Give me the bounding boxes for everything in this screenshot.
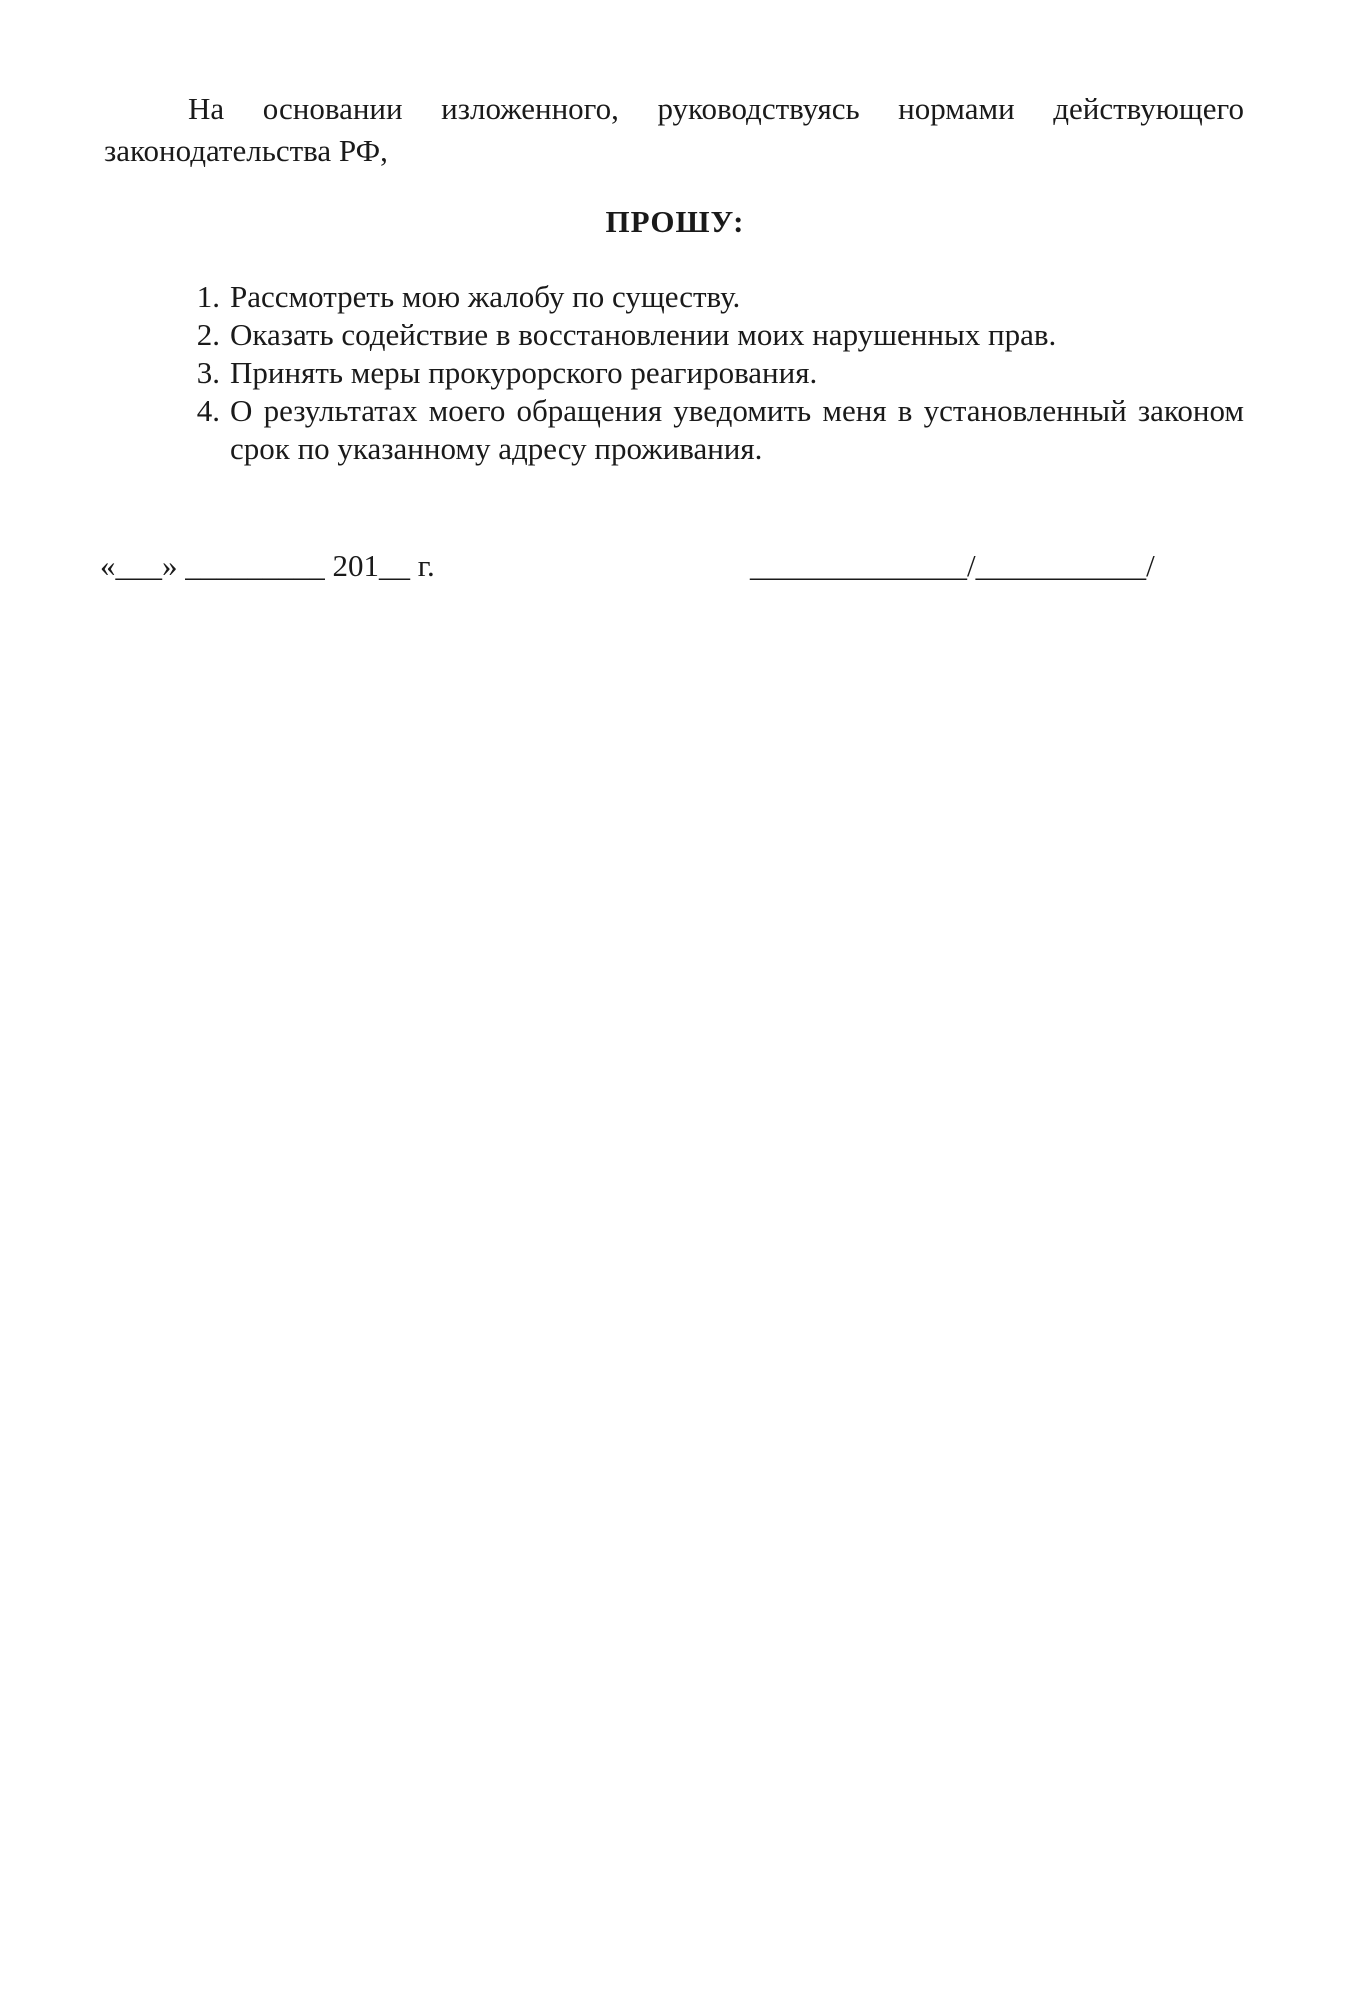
request-number: 4. bbox=[196, 393, 220, 428]
request-text: Рассмотреть мою жалобу по существу. bbox=[230, 279, 741, 314]
signature-field-line: ______________/___________/ bbox=[750, 548, 1155, 583]
request-text: Принять меры прокурорского реагирования. bbox=[230, 355, 818, 390]
request-item bbox=[180, 392, 1244, 468]
request-number: 3. bbox=[196, 355, 220, 390]
intro-paragraph: На основании изложенного, руководствуясь нормами действующего законодательства РФ, bbox=[104, 91, 1244, 168]
date-field-line: «___» _________ 201__ г. bbox=[100, 548, 435, 583]
request-number: 1. bbox=[196, 279, 220, 314]
request-list bbox=[180, 278, 1244, 468]
request-item bbox=[180, 316, 1244, 354]
request-number: 2. bbox=[196, 317, 220, 352]
request-text: О результатах моего обращения уведомить меня в установленный законом срок по указанному адресу проживания. bbox=[230, 393, 1244, 466]
request-heading: ПРОШУ: bbox=[605, 204, 745, 239]
request-item bbox=[180, 278, 1244, 316]
request-item bbox=[180, 354, 1244, 392]
request-text: Оказать содействие в восстановлении моих нарушенных прав. bbox=[230, 317, 1057, 352]
